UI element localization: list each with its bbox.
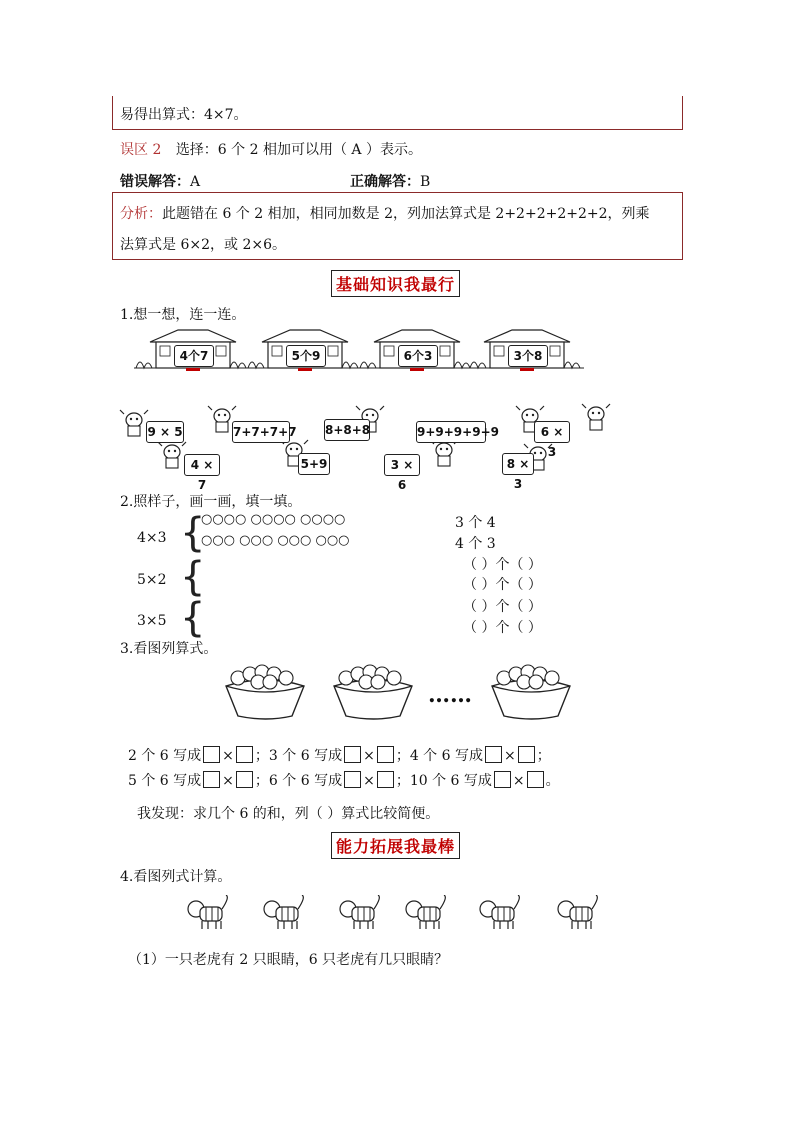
fill-label: 4 个 6 写成 — [409, 748, 483, 764]
times-sign: × — [512, 773, 525, 789]
times-sign: × — [503, 748, 516, 764]
row2-blank-a: （ ）个（ ） — [463, 557, 542, 573]
times-sign: × — [363, 773, 375, 789]
apple-basket — [226, 665, 304, 719]
tiger-figure — [340, 895, 379, 929]
answer-box[interactable] — [494, 771, 511, 788]
row1-circles-b: ○○○ ○○○ ○○○ ○○○ — [201, 533, 350, 548]
previous-analysis-text: 易得出算式：4×7。 — [120, 107, 248, 123]
apples-row-1 — [128, 745, 551, 765]
row3-blank-b: （ ）个（ ） — [463, 620, 542, 636]
house-label[interactable]: 4个7 — [174, 345, 214, 367]
answer-box[interactable] — [344, 746, 361, 763]
row1-expression: 4×3 — [137, 530, 167, 546]
answer-box[interactable] — [377, 746, 394, 763]
separator: 。 — [545, 773, 560, 789]
times-sign: × — [222, 773, 234, 789]
cow-figure — [120, 410, 148, 436]
tiger-figure — [406, 895, 445, 929]
expression-card[interactable]: 6 × 3 — [534, 421, 570, 443]
separator: ； — [254, 748, 269, 764]
question-3-title: 3.看图列算式。 — [120, 641, 218, 657]
row1-circles-a: ○○○○ ○○○○ ○○○○ — [201, 512, 346, 527]
analysis-line-2: 法算式是 6×2，或 2×6。 — [120, 237, 286, 253]
analysis-line-1: 分析：此题错在 6 个 2 相加，相同加数是 2，列加法算式是 2+2+2+2+2+2，列乘 — [120, 206, 650, 222]
expression-card[interactable]: 5+9 — [298, 453, 330, 475]
right-answer-label: 正确解答： — [350, 174, 420, 190]
answer-box[interactable] — [203, 746, 220, 763]
fill-label: 5 个 6 写成 — [128, 773, 202, 789]
row3-expression: 3×5 — [137, 613, 167, 629]
brace-row3: { — [180, 595, 206, 641]
section-title-extension: 能力拓展我最棒 — [331, 832, 460, 859]
question-1-title: 1.想一想，连一连。 — [120, 307, 246, 323]
error-question-line — [120, 139, 422, 159]
row2-expression: 5×2 — [137, 572, 167, 588]
wrong-answer-label: 错误解答： — [120, 174, 190, 190]
error-question: 选择：6 个 2 相加可以用（ A ）表示。 — [175, 142, 422, 158]
apple-basket — [334, 665, 412, 719]
expression-card[interactable]: 4 × 7 — [184, 454, 220, 476]
cow-figure — [582, 404, 610, 430]
discovery-line: 我发现：求几个 6 的和，列（ ）算式比较简便。 — [137, 806, 440, 822]
tiger-figure — [264, 895, 303, 929]
error-label: 误区 2 — [120, 142, 162, 158]
answer-box[interactable] — [518, 746, 535, 763]
answer-box[interactable] — [377, 771, 394, 788]
tiger-figure — [558, 895, 597, 929]
separator: ； — [395, 773, 410, 789]
separator: ； — [395, 748, 410, 764]
expression-card[interactable]: 8 × 3 — [502, 453, 534, 475]
answer-box[interactable] — [203, 771, 220, 788]
analysis-label: 分析： — [120, 206, 162, 222]
answer-box[interactable] — [527, 771, 544, 788]
expression-card[interactable]: 7+7+7+7 — [232, 421, 290, 443]
wrong-answer — [120, 171, 200, 191]
ellipsis: …… — [428, 682, 472, 708]
row3-blank-a: （ ）个（ ） — [463, 599, 542, 615]
row1-fill-a: 3 个 4 — [455, 515, 496, 531]
answer-box[interactable] — [344, 771, 361, 788]
cow-figure — [158, 442, 186, 468]
brace-row1: { — [180, 510, 206, 556]
fill-label: 6 个 6 写成 — [268, 773, 343, 789]
separator: ； — [536, 748, 551, 764]
times-sign: × — [363, 748, 375, 764]
expression-card[interactable]: 9+9+9+9+9 — [416, 421, 486, 443]
expression-card[interactable]: 8+8+8 — [324, 419, 370, 441]
house-label[interactable]: 6个3 — [398, 345, 438, 367]
cow-figure — [430, 440, 458, 466]
house-label[interactable]: 3个8 — [508, 345, 548, 367]
right-answer-value: B — [420, 174, 431, 190]
answer-box[interactable] — [485, 746, 502, 763]
tigers-row — [186, 895, 606, 935]
fill-label: 10 个 6 写成 — [409, 773, 492, 789]
times-sign: × — [222, 748, 234, 764]
separator: ； — [254, 773, 269, 789]
fill-label: 2 个 6 写成 — [128, 748, 202, 764]
question-2-title: 2.照样子，画一画，填一填。 — [120, 494, 302, 510]
row1-fill-b: 4 个 3 — [455, 536, 496, 552]
brace-row2: { — [180, 554, 206, 600]
row2-blank-b: （ ）个（ ） — [463, 577, 542, 593]
apple-baskets — [222, 664, 582, 724]
expression-card[interactable]: 3 × 6 — [384, 454, 420, 476]
section-title-basic: 基础知识我最行 — [331, 270, 460, 297]
question-4-title: 4.看图列式计算。 — [120, 869, 232, 885]
apples-row-2 — [128, 770, 560, 790]
answer-box[interactable] — [236, 771, 253, 788]
fill-label: 3 个 6 写成 — [268, 748, 343, 764]
apple-basket — [492, 665, 570, 719]
tiger-figure — [480, 895, 519, 929]
house-label[interactable]: 5个9 — [286, 345, 326, 367]
right-answer — [350, 171, 430, 191]
wrong-answer-value: A — [190, 174, 201, 190]
expression-card[interactable]: 9 × 5 — [146, 421, 184, 443]
tiger-figure — [188, 895, 227, 929]
answer-box[interactable] — [236, 746, 253, 763]
question-4-sub-1: （1）一只老虎有 2 只眼睛，6 只老虎有几只眼睛？ — [128, 952, 449, 968]
